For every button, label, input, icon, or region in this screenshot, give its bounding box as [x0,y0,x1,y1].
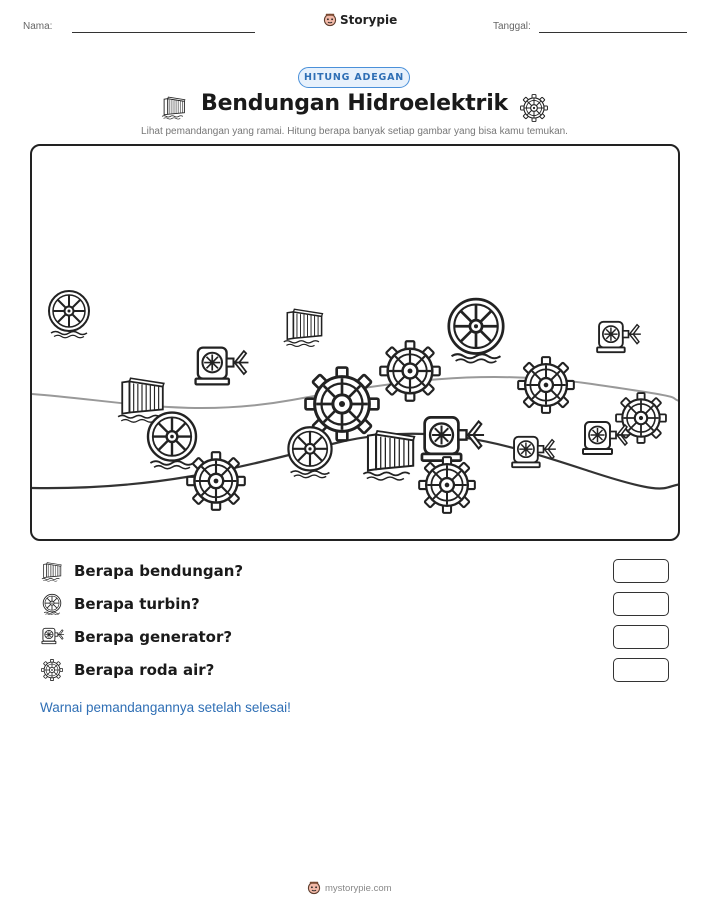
waterwheel-icon [379,340,441,402]
dam-icon [358,424,422,482]
question-row-dams [41,559,669,585]
generator-icon [580,418,632,458]
answer-box-turbines[interactable] [613,592,669,616]
activity-badge: HITUNG ADEGAN [298,67,410,88]
answer-box-dams[interactable] [613,559,669,583]
site-footer [307,881,392,895]
brand-name: Storypie [340,13,398,27]
waterwheel-icon [418,456,476,514]
question-text: Berapa roda air? [74,661,215,679]
answer-box-waterwheels[interactable] [613,658,669,682]
waterwheel-icon [517,356,575,414]
answer-box-generators[interactable] [613,625,669,649]
counting-scene [30,144,680,541]
name-label: Nama: [23,21,53,32]
generator-icon [193,343,251,389]
question-row-turbines [41,592,669,618]
dam-icon [280,304,328,348]
waterwheel-icon [41,659,63,681]
instructions: Lihat pemandangan yang ramai. Hitung berapa banyak setiap gambar yang bisa kamu temukan. [141,126,568,137]
question-text: Berapa generator? [74,628,233,646]
coloring-instruction: Warnai pemandangannya setelah selesai! [40,700,291,715]
page-title: Bendungan Hidroelektrik [201,91,508,116]
turbine-icon [44,287,94,339]
question-row-waterwheels [41,658,669,684]
mascot-icon [323,13,337,27]
date-line[interactable] [539,32,687,33]
generator-icon [41,626,65,646]
generator-icon [595,318,643,356]
site-url: mystorypie.com [325,882,392,894]
storypie-logo [323,13,397,27]
mascot-icon [307,881,321,895]
turbine-icon [442,294,510,364]
dam-icon [41,560,63,582]
question-row-generators [41,625,669,651]
question-text: Berapa turbin? [74,595,200,613]
name-line[interactable] [72,32,255,33]
question-text: Berapa bendungan? [74,562,244,580]
waterwheel-icon [186,451,246,511]
scene-landscape [32,146,680,541]
date-label: Tanggal: [493,21,531,32]
waterwheel-icon [520,94,548,122]
turbine-icon [283,422,337,480]
turbine-icon [41,593,63,615]
generator-icon [510,433,558,471]
